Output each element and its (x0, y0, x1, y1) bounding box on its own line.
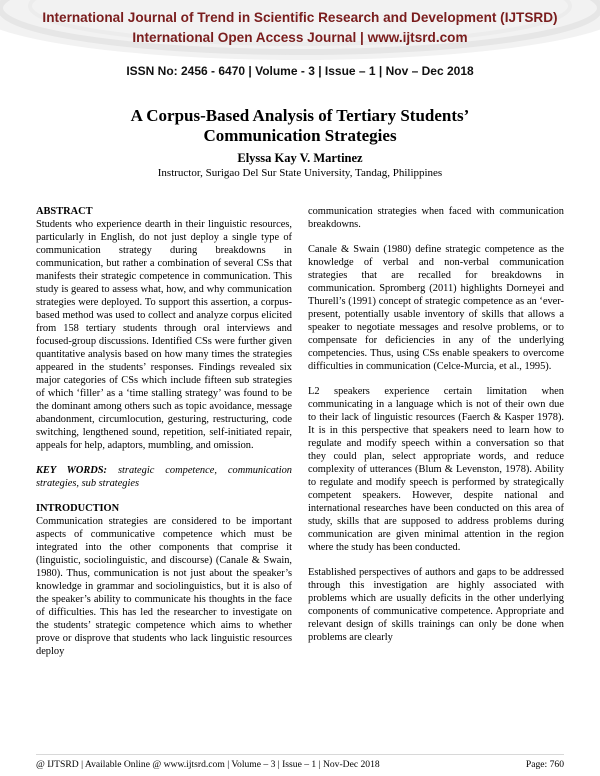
footer-citation: @ IJTSRD | Available Online @ www.ijtsrd.com | Volume – 3 | Issue – 1 | Nov-Dec 2018 (36, 759, 380, 770)
paragraph: L2 speakers experience certain limitation when communicating in a language which is not of their own due to their lack of linguistic resources (Faerch & Kasper 1978). It is in this perspective that speakers need to learn how to regulate and modify speech within a conversation so that they could plan, select appropriate words, and reduce complexity of utterances (Blum & Levenston, 1978). Ability to regulate and modify speech is performed by strategically competent speakers. However, despite national and international researches have been conducted on this area of study, skills that are supposed to address problems during communication are given minimal attention in the region where the study has been conducted. (308, 386, 564, 553)
author-affiliation: Instructor, Surigao Del Sur State University, Tandag, Philippines (157, 167, 443, 179)
journal-subtitle: International Open Access Journal | www.ijtsrd.com (132, 30, 468, 45)
right-column (308, 205, 564, 656)
author-name: Elyssa Kay V. Martinez (237, 151, 363, 165)
page-number: Page: 760 (525, 759, 564, 770)
page-footer (36, 754, 564, 770)
introduction-heading: INTRODUCTION (36, 503, 120, 514)
paragraph: communication strategies when faced with communication breakdowns. (308, 206, 564, 230)
issn-line: ISSN No: 2456 - 6470 | Volume - 3 | Issue – 1 | Nov – Dec 2018 (126, 64, 474, 78)
keywords-label: KEY WORDS: (36, 465, 108, 476)
paragraph: Established perspectives of authors and gaps to be addressed through this investigation are highly associated with problems which are usually deficits in the other underlying components of communicative competence. Appropriate and relevant design of skills trainings can only be done when problems are clearly (308, 567, 564, 643)
journal-title: International Journal of Trend in Scientific Research and Development (IJTSRD) (42, 10, 558, 25)
left-column (36, 205, 292, 670)
paragraph: Canale & Swain (1980) define strategic competence as the knowledge of verbal and non-verbal communication strategies that are recalled for breakdowns in communication. Spromberg (2011) highlights Dorneyei and Thurell’s (1991) concept of strategic competence as an ‘ever-present, potentially usable inventory of skills that allows a speaker to negotiate messages and resolve problems, or to compensate for deficiencies in any of the underlying competencies. Thus, using CSs enable speakers to overcome difficulties in communication (Celce-Murcia, et al., 1995). (308, 244, 564, 372)
journal-header (0, 0, 600, 84)
keywords (36, 464, 292, 490)
paper-title-line-1: A Corpus-Based Analysis of Tertiary Students’ (130, 106, 470, 125)
keywords-text: strategic competence, communication strategies, sub strategies (36, 465, 292, 489)
abstract-text: Students who experience dearth in their linguistic resources, particularly in English, do not just deploy a single type of communication strategy during breakdowns in communication, but rather a combination of several CSs that manifests their strategic competence in communication. This study is geared to assess what, how, and why communication strategies were deployed. To support this assertion, a corpus-based method was used to collect and analyze corpus elicited from 158 tertiary students through oral interviews and focused-group discussions. Identified CSs were further given quantitative analysis based on how many times the strategies appeared in the students’ responses. Findings revealed six major categories of CSs which include fifteen sub strategies of which ‘filler’ as a ‘time stalling strategy’ was found to be the dominant among others such as topic avoidance, message abandonment, circumlocution, gesturing, restructuring, code switching, lengthened sound, repetition, self-initiated repair, appeals for help, adaptors, mumbling, and omission. (36, 219, 292, 451)
introduction-text: Communication strategies are considered to be important aspects of communicative competence which must be integrated into the other components that comprise it (linguistic, sociolinguistic, and discourse) (Canale & Swain, 1980). Thus, communication is not just about the speaker’s knowledge in grammar and sociolinguistics, but it is also of the speaker’s ability to communicate his thoughts in the face of difficulties. This has led the researcher to investigate on the students’ strategic competence which aims to whether prove or disprove that students who lack linguistic resources deploy (36, 516, 292, 657)
paper-title-line-2: Communication Strategies (203, 126, 397, 145)
abstract-heading: ABSTRACT (36, 206, 93, 217)
paper-title (0, 106, 600, 146)
